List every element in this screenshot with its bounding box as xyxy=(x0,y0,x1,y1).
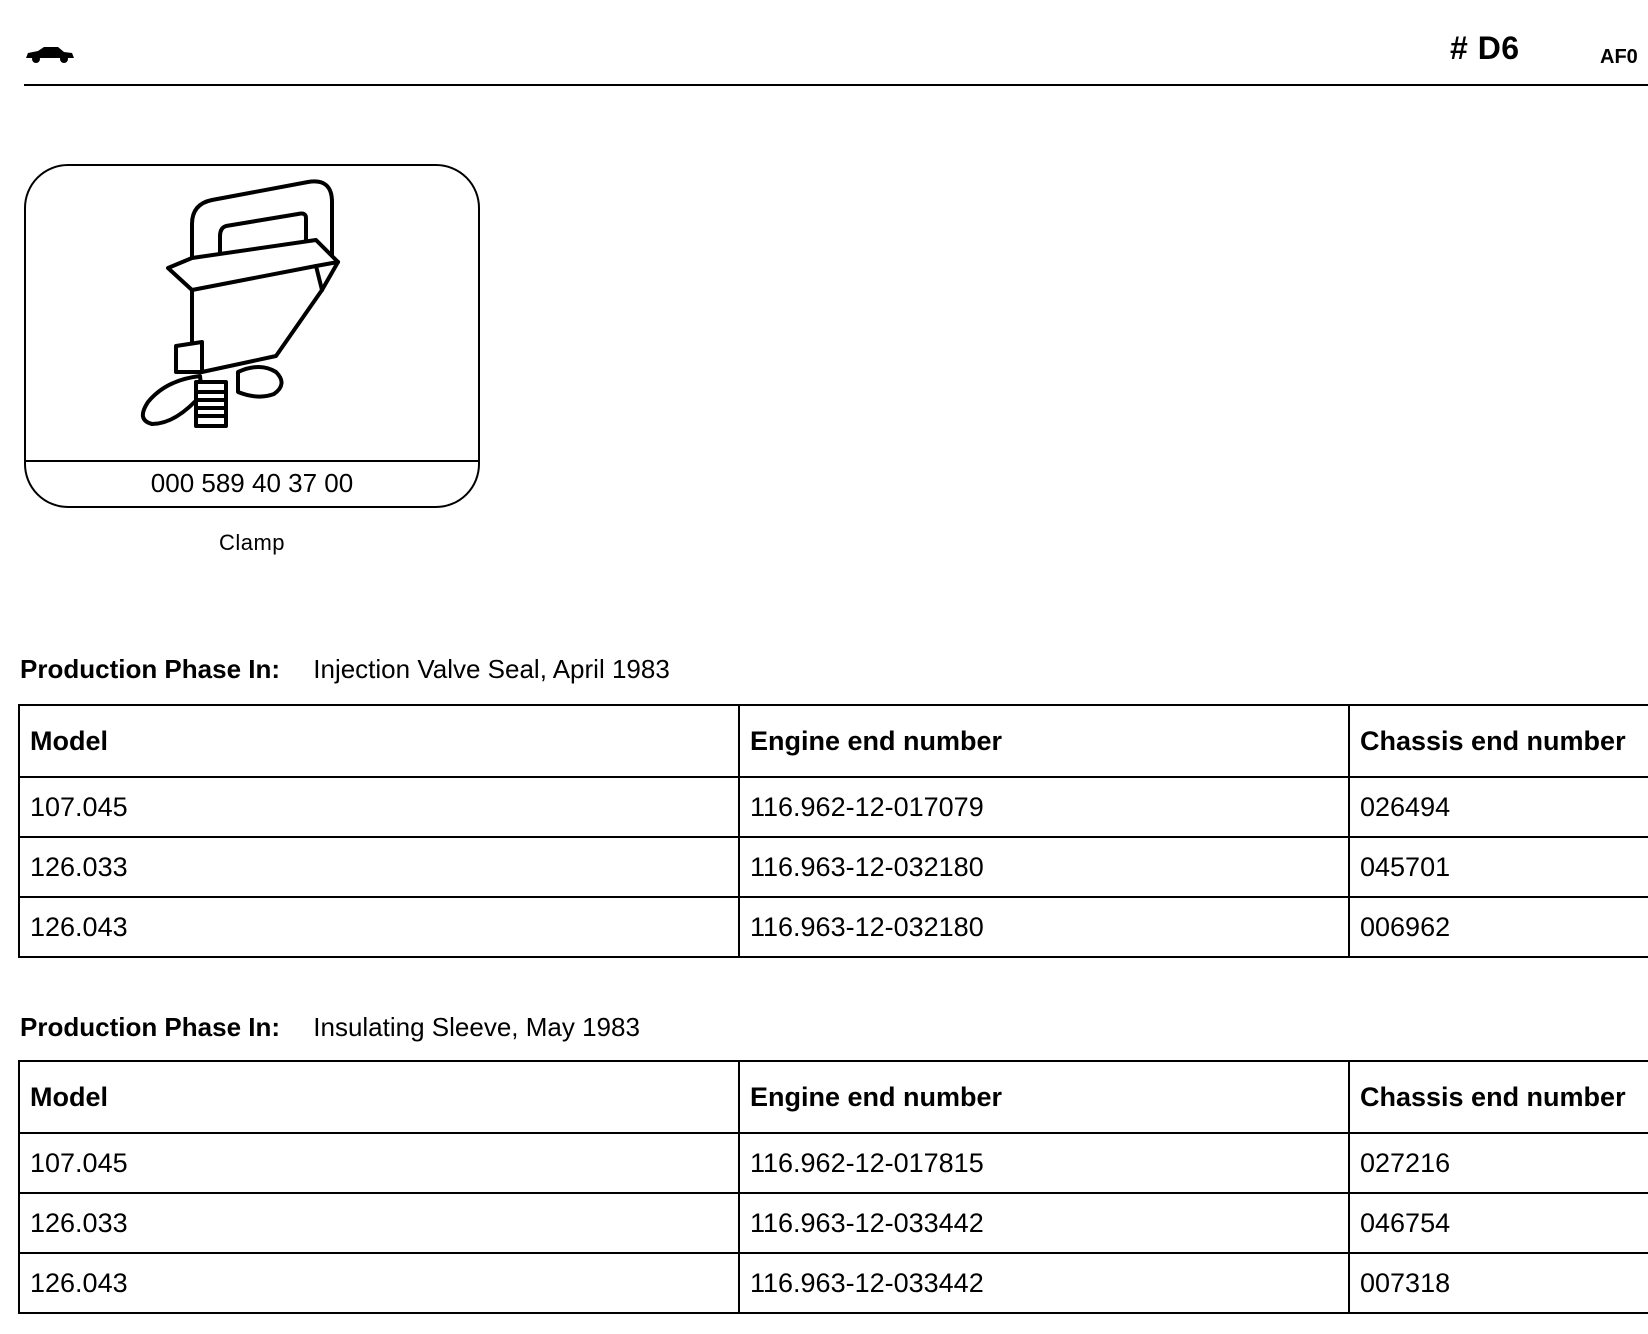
table-row xyxy=(19,777,1648,837)
tool-card xyxy=(24,164,480,508)
engine-end-number-cell: 116.963-12-033442 xyxy=(739,1193,1349,1253)
table-row xyxy=(19,897,1648,957)
column-header-chassis-end-number: Chassis end number xyxy=(1349,1061,1648,1133)
page-id: # D6 xyxy=(1450,30,1520,66)
model-cell: 126.043 xyxy=(19,897,739,957)
table-row xyxy=(19,1193,1648,1253)
table-header-row xyxy=(19,1061,1648,1133)
injection-valve-seal-table xyxy=(18,704,1648,958)
section-heading-insulating-sleeve xyxy=(20,1012,640,1043)
model-cell: 126.033 xyxy=(19,837,739,897)
model-cell: 107.045 xyxy=(19,777,739,837)
engine-end-number-cell: 116.963-12-032180 xyxy=(739,897,1349,957)
section-label: Production Phase In: xyxy=(20,1012,281,1042)
document-code: AF0 xyxy=(1600,46,1638,68)
table-row xyxy=(19,837,1648,897)
clamp-illustration xyxy=(26,166,478,460)
model-cell: 126.043 xyxy=(19,1253,739,1313)
section-description: Insulating Sleeve, May 1983 xyxy=(313,1012,640,1042)
column-header-chassis-end-number: Chassis end number xyxy=(1349,705,1648,777)
table-row xyxy=(19,1133,1648,1193)
tool-part-number: 000 589 40 37 00 xyxy=(150,468,354,498)
chassis-end-number-cell: 027216 xyxy=(1349,1133,1648,1193)
chassis-end-number-cell: 006962 xyxy=(1349,897,1648,957)
model-cell: 126.033 xyxy=(19,1193,739,1253)
column-header-engine-end-number: Engine end number xyxy=(739,705,1349,777)
table-header-row xyxy=(19,705,1648,777)
insulating-sleeve-table xyxy=(18,1060,1648,1314)
chassis-end-number-cell: 046754 xyxy=(1349,1193,1648,1253)
engine-end-number-cell: 116.963-12-032180 xyxy=(739,837,1349,897)
table-row xyxy=(19,1253,1648,1313)
section-heading-injection-valve-seal xyxy=(20,654,670,685)
column-header-engine-end-number: Engine end number xyxy=(739,1061,1349,1133)
engine-end-number-cell: 116.962-12-017079 xyxy=(739,777,1349,837)
header-rule xyxy=(24,84,1648,86)
chassis-end-number-cell: 007318 xyxy=(1349,1253,1648,1313)
column-header-model: Model xyxy=(19,1061,739,1133)
section-description: Injection Valve Seal, April 1983 xyxy=(313,654,670,684)
column-header-model: Model xyxy=(19,705,739,777)
engine-end-number-cell: 116.963-12-033442 xyxy=(739,1253,1349,1313)
tool-name: Clamp xyxy=(218,530,286,555)
tool-card-divider xyxy=(26,460,478,462)
model-cell: 107.045 xyxy=(19,1133,739,1193)
car-icon xyxy=(24,44,76,66)
chassis-end-number-cell: 026494 xyxy=(1349,777,1648,837)
engine-end-number-cell: 116.962-12-017815 xyxy=(739,1133,1349,1193)
section-label: Production Phase In: xyxy=(20,654,281,684)
chassis-end-number-cell: 045701 xyxy=(1349,837,1648,897)
